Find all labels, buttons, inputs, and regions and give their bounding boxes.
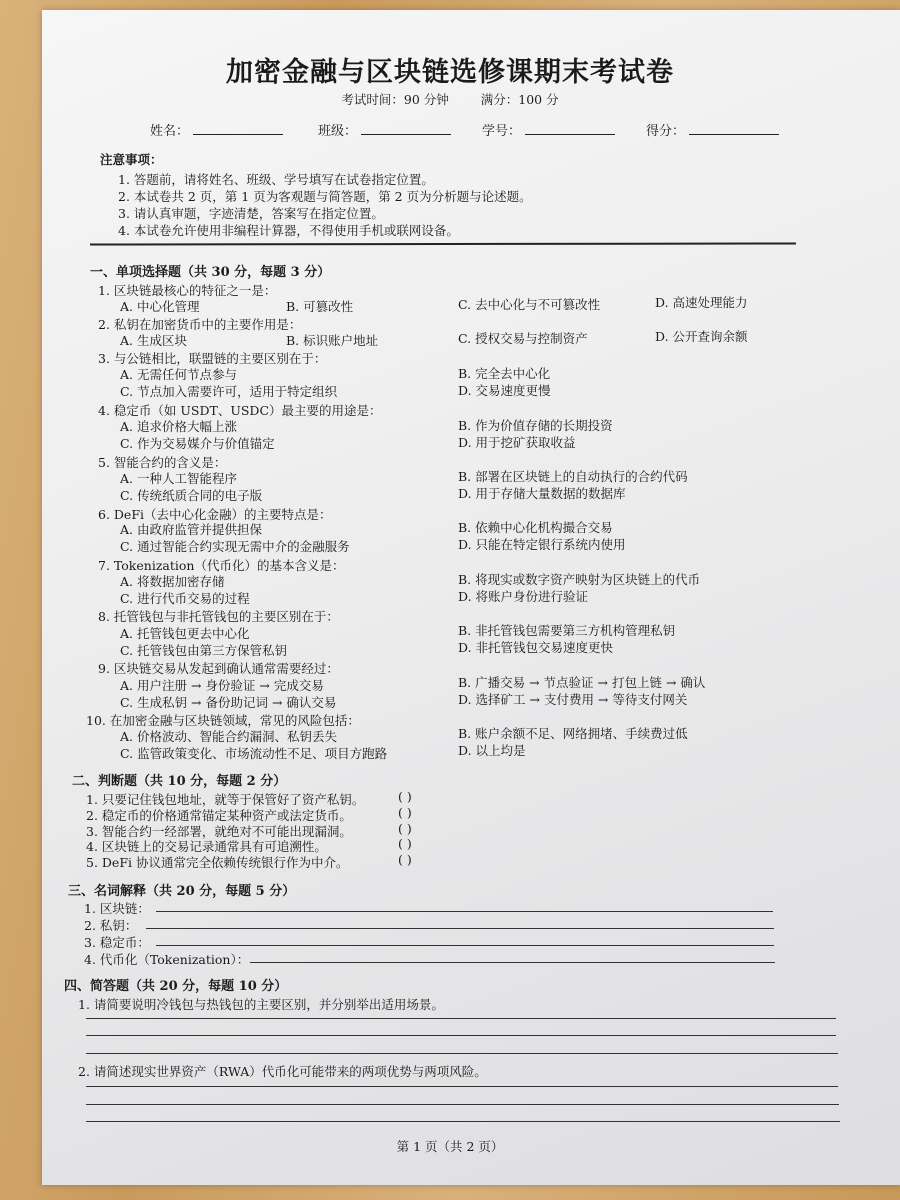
option-7d[interactable]: D. 将账户身份进行验证 [458,589,589,604]
option-6c[interactable]: C. 通过智能合约实现无需中介的金融服务 [120,539,350,554]
question-7: 7. Tokenization（代币化）的基本含义是： [98,558,345,573]
exam-full-score: 满分：100 分 [480,92,559,107]
tf-item-4: 4. 区块链上的交易记录通常具有可追溯性。 [86,839,327,854]
question-4: 4. 稳定币（如 USDT、USDC）最主要的用途是： [98,403,382,418]
short-answer-2: 2. 请简述现实世界资产（RWA）代币化可能带来的两项优势与两项风险。 [78,1064,487,1079]
question-9: 9. 区块链交易从发起到确认通常需要经过： [98,661,339,676]
option-5b[interactable]: B. 部署在区块链上的自动执行的合约代码 [458,469,688,484]
option-1a[interactable]: A. 中心化管理 [120,299,200,314]
option-4a[interactable]: A. 追求价格大幅上涨 [120,419,237,434]
class-field[interactable]: 班级： [318,120,451,139]
term-1-answer-line[interactable] [156,911,773,912]
option-4d[interactable]: D. 用于挖矿获取收益 [458,435,576,450]
option-10d[interactable]: D. 以上均是 [458,743,526,758]
tf-answer-5[interactable]: ( ) [398,852,412,867]
short-answer-2-line-1[interactable] [86,1086,838,1087]
name-field[interactable]: 姓名： [150,120,283,139]
option-7b[interactable]: B. 将现实或数字资产映射为区块链上的代币 [458,572,701,587]
term-2: 2. 私钥： [84,918,138,933]
short-answer-2-line-2[interactable] [86,1104,839,1105]
option-4b[interactable]: B. 作为价值存储的长期投资 [458,418,613,433]
question-2: 2. 私钥在加密货币中的主要作用是： [98,317,302,332]
term-1: 1. 区块链： [84,901,150,916]
tf-item-3: 3. 智能合约一经部署，就绝对不可能出现漏洞。 [86,824,352,839]
exam-meta [0,90,900,108]
short-answer-2-line-3[interactable] [86,1121,840,1122]
term-4: 4. 代币化（Tokenization）： [84,952,250,967]
note-item: 3. 请认真审题，字迹清楚，答案写在指定位置。 [118,206,384,221]
option-3b[interactable]: B. 完全去中心化 [458,366,551,381]
term-2-answer-line[interactable] [146,928,774,929]
student-id-field[interactable]: 学号： [482,120,615,139]
question-3: 3. 与公链相比，联盟链的主要区别在于： [98,351,327,366]
option-8c[interactable]: C. 托管钱包由第三方保管私钥 [120,643,288,658]
option-8a[interactable]: A. 托管钱包更去中心化 [120,626,250,641]
option-9b[interactable]: B. 广播交易 → 节点验证 → 打包上链 → 确认 [458,675,706,690]
section-1-heading: 一、单项选择题（共 30 分，每题 3 分） [90,265,331,280]
tf-answer-1[interactable]: ( ) [398,789,412,804]
option-2a[interactable]: A. 生成区块 [120,333,187,348]
student-id-blank[interactable] [525,122,615,135]
note-item: 1. 答题前，请将姓名、班级、学号填写在试卷指定位置。 [118,172,434,187]
option-1d[interactable]: D. 高速处理能力 [655,295,748,310]
option-6a[interactable]: A. 由政府监管并提供担保 [120,522,262,537]
option-2c[interactable]: C. 授权交易与控制资产 [458,331,588,346]
question-8: 8. 托管钱包与非托管钱包的主要区别在于： [98,609,339,624]
option-6d[interactable]: D. 只能在特定银行系统内使用 [458,537,626,552]
option-5d[interactable]: D. 用于存储大量数据的数据库 [458,486,626,501]
section-4-heading: 四、简答题（共 20 分，每题 10 分） [64,979,288,994]
option-8b[interactable]: B. 非托管钱包需要第三方机构管理私钥 [458,623,676,638]
option-7c[interactable]: C. 进行代币交易的过程 [120,591,250,606]
option-1b[interactable]: B. 可篡改性 [286,299,354,314]
question-5: 5. 智能合约的含义是： [98,455,227,470]
tf-answer-3[interactable]: ( ) [398,821,412,836]
section-3-heading: 三、名词解释（共 20 分，每题 5 分） [68,884,296,899]
option-7a[interactable]: A. 将数据加密存储 [120,574,225,589]
option-9d[interactable]: D. 选择矿工 → 支付费用 → 等待支付网关 [458,692,688,707]
option-3c[interactable]: C. 节点加入需要许可，适用于特定组织 [120,384,338,399]
term-4-answer-line[interactable] [250,962,775,963]
short-answer-1-line-2[interactable] [86,1035,836,1036]
tf-answer-4[interactable]: ( ) [398,836,412,851]
option-3d[interactable]: D. 交易速度更慢 [458,383,551,398]
name-blank[interactable] [193,122,283,135]
exam-time: 考试时间：90 分钟 [341,92,449,107]
question-1: 1. 区块链最核心的特征之一是： [98,283,277,298]
notes [100,150,532,238]
tf-item-5: 5. DeFi 协议通常完全依赖传统银行作为中介。 [86,855,349,870]
question-10: 10. 在加密金融与区块链领域，常见的风险包括： [86,713,360,728]
option-3a[interactable]: A. 无需任何节点参与 [120,367,237,382]
option-2b[interactable]: B. 标识账户地址 [286,333,379,348]
tf-item-1: 1. 只要记住钱包地址，就等于保管好了资产私钥。 [86,792,365,807]
score-blank[interactable] [689,122,779,135]
short-answer-1: 1. 请简要说明冷钱包与热钱包的主要区别，并分别举出适用场景。 [78,997,444,1012]
option-8d[interactable]: D. 非托管钱包交易速度更快 [458,640,614,655]
option-10c[interactable]: C. 监管政策变化、市场流动性不足、项目方跑路 [120,746,388,761]
option-10a[interactable]: A. 价格波动、智能合约漏洞、私钥丢失 [120,729,337,744]
section-2-heading: 二、判断题（共 10 分，每题 2 分） [72,774,287,789]
question-6: 6. DeFi（去中心化金融）的主要特点是： [98,507,332,522]
short-answer-1-line-1[interactable] [86,1018,836,1019]
page-number: 第 1 页（共 2 页） [396,1139,504,1154]
option-9a[interactable]: A. 用户注册 → 身份验证 → 完成交易 [120,678,324,693]
tf-item-2: 2. 稳定币的价格通常锚定某种资产或法定货币。 [86,808,352,823]
note-item: 4. 本试卷允许使用非编程计算器，不得使用手机或联网设备。 [118,223,459,238]
option-4c[interactable]: C. 作为交易媒介与价值锚定 [120,436,275,451]
option-1c[interactable]: C. 去中心化与不可篡改性 [458,297,601,312]
term-3-answer-line[interactable] [156,945,774,946]
score-field[interactable]: 得分： [646,120,779,139]
note-item: 2. 本试卷共 2 页，第 1 页为客观题与简答题，第 2 页为分析题与论述题。 [118,189,532,204]
exam-title: 加密金融与区块链选修课期末考试卷 [226,57,674,88]
option-5a[interactable]: A. 一种人工智能程序 [120,471,237,486]
option-2d[interactable]: D. 公开查询余额 [655,329,748,344]
class-blank[interactable] [361,122,451,135]
term-3: 3. 稳定币： [84,935,150,950]
option-10b[interactable]: B. 账户余额不足、网络拥堵、手续费过低 [458,726,688,741]
notes-heading: 注意事项： [100,152,163,167]
short-answer-1-line-3[interactable] [86,1053,838,1054]
option-9c[interactable]: C. 生成私钥 → 备份助记词 → 确认交易 [120,695,337,710]
tf-answer-2[interactable]: ( ) [398,805,412,820]
option-5c[interactable]: C. 传统纸质合同的电子版 [120,488,263,503]
option-6b[interactable]: B. 依赖中心化机构撮合交易 [458,520,613,535]
